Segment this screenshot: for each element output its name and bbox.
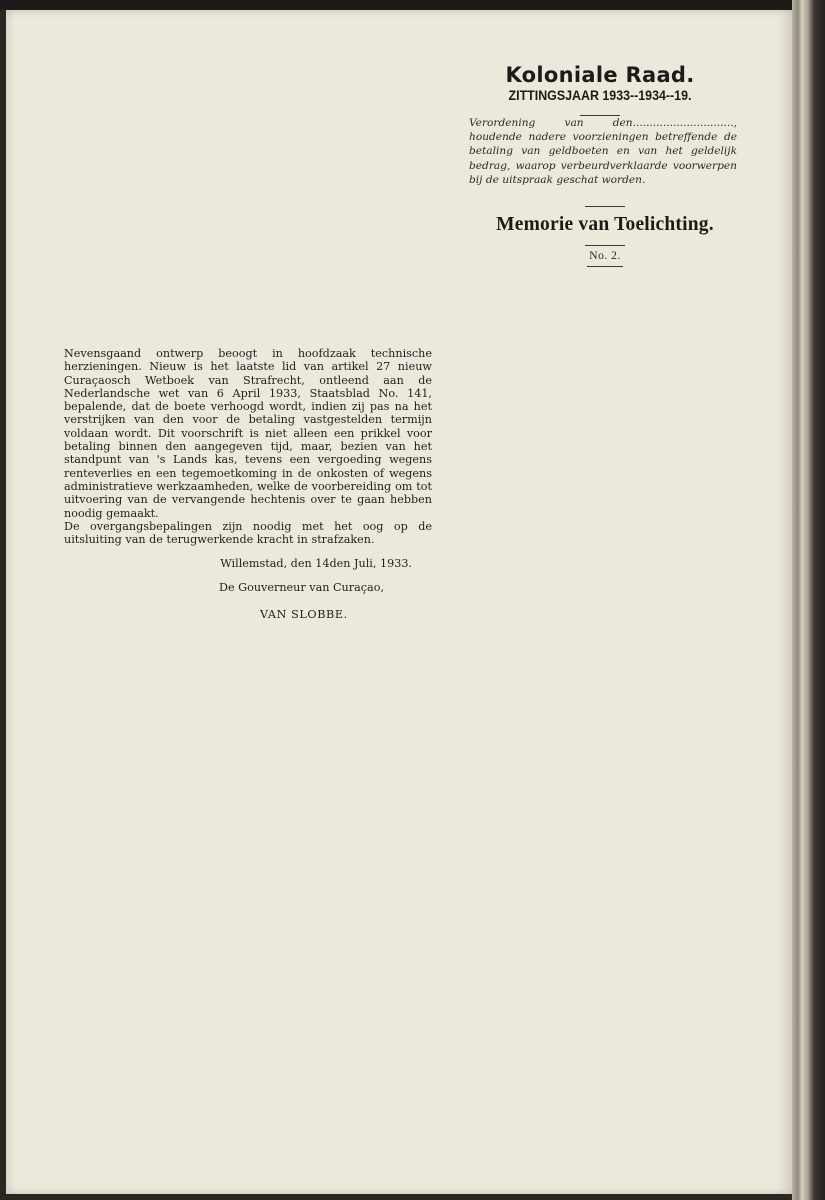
document-header bbox=[460, 62, 740, 116]
ordinance-first-line: Verordening van den.............................., bbox=[469, 117, 737, 129]
memorie-divider-bottom bbox=[587, 266, 623, 267]
memorie-block bbox=[468, 206, 742, 267]
body-paragraph-2: De overgangsbepalingen zijn noodig met het oog op de uitsluiting van de terugwerkende kracht in strafzaken. bbox=[64, 519, 432, 547]
memorie-divider-top bbox=[585, 206, 625, 207]
memorie-number: No. 2. bbox=[589, 250, 621, 262]
explanatory-body bbox=[64, 347, 432, 546]
book-binding-edge bbox=[792, 0, 825, 1200]
place-and-date: Willemstad, den 14den Juli, 1933. bbox=[220, 557, 412, 570]
scan-top-edge bbox=[0, 0, 825, 10]
memorie-divider-middle bbox=[585, 245, 625, 246]
governor-role: De Gouverneur van Curaçao, bbox=[219, 581, 385, 594]
session-year: ZITTINGSJAAR 1933--1934--19. bbox=[508, 88, 692, 103]
ordinance-subject: houdende nadere voorzieningen betreffende de betaling van geldboeten en van het geldelijk bedrag, waarop verbeurdverklaarde voorwerpen bij de uitspraak geschat worden. bbox=[469, 131, 737, 186]
ordinance-description bbox=[469, 116, 737, 187]
memorie-title: Memorie van Toelichting. bbox=[496, 214, 714, 235]
document-page bbox=[6, 10, 792, 1194]
council-title: Koloniale Raad. bbox=[505, 63, 695, 87]
body-paragraph-1: Nevensgaand ontwerp beoogt in hoofdzaak technische herzieningen. Nieuw is het laatste lid van artikel 27 nieuw Curaçaosch Wetboek van Strafrecht, ontleend aan de Nederlandsche wet van 6 April 1933, Staatsblad No. 141, bepalende, dat de boete verhoogd wordt, indien zij pas na het verstrijken van den voor de betaling vastgestelden termijn voldaan wordt. Dit voorschrift is niet alleen een prikkel voor betaling binnen den aangegeven tijd, maar, bezien van het standpunt van 's Lands kas, tevens een vergoeding wegens renteverlies en een tegemoetkoming in de onkosten of wegens administratieve werkzaamheden, welke de voorbereiding om tot uitvoering van de vervangende hechtenis over te gaan hebben noodig gemaakt. bbox=[64, 347, 432, 520]
signature-name: VAN SLOBBE. bbox=[260, 608, 348, 621]
